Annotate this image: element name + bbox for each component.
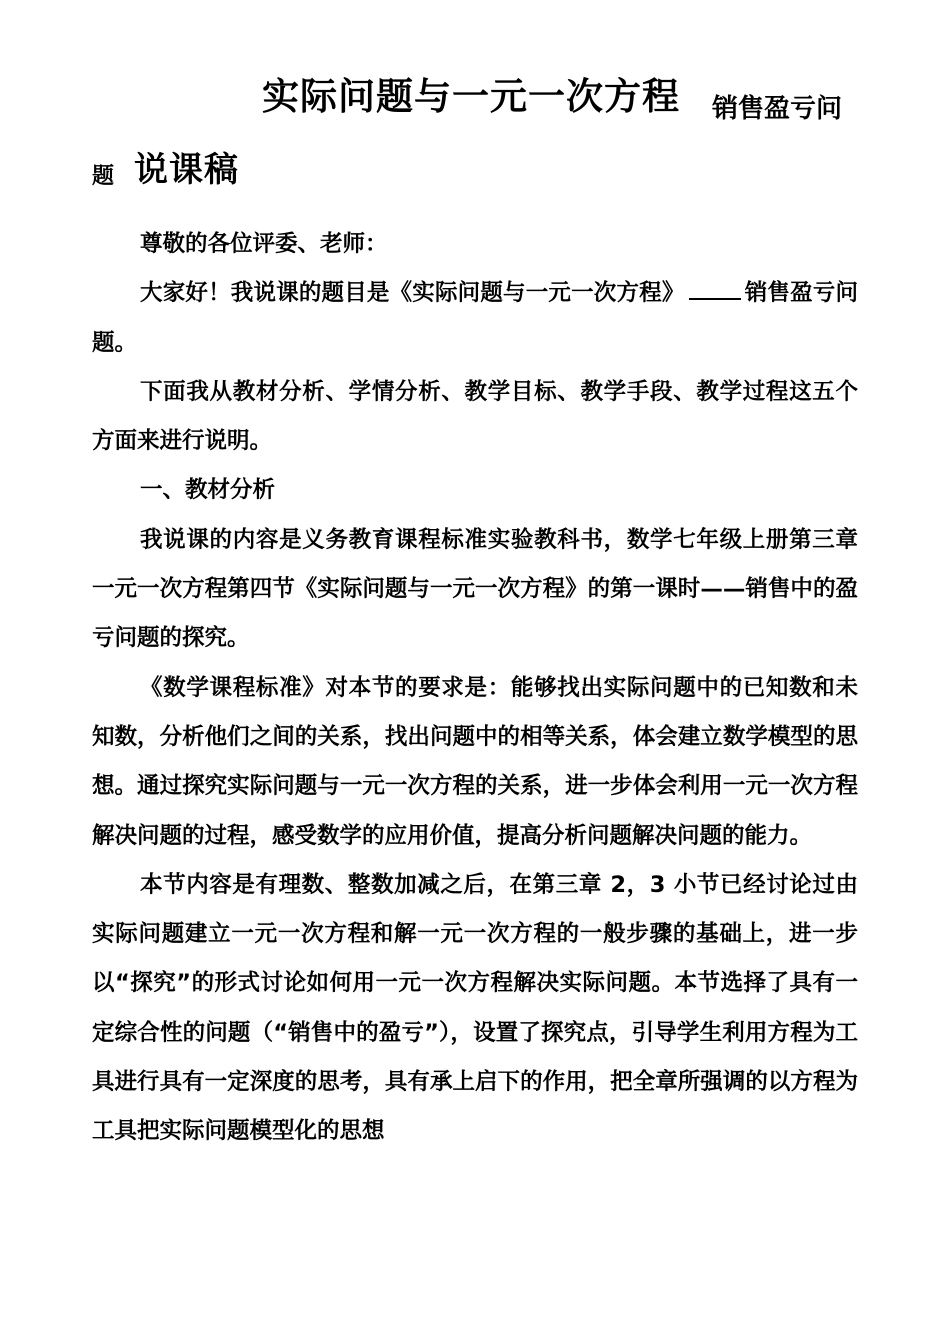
body-paragraph: 《数学课程标准》对本节的要求是：能够找出实际问题中的已知数和未知数，分析他们之间的关系，找出问题中的相等关系，体会建立数学模型的思想。通过探究实际问题与一元一次方程的关系，进一步体会利用一元一次方程解决问题的过程，感受数学的应用价值，提高分析问题解决问题的能力。: [92, 674, 858, 849]
document-subtitle-part1: 销售盈亏问: [712, 94, 843, 124]
intro-text: 大家好！我说课的题目是《实际问题与一元一次方程》: [140, 280, 685, 307]
section-heading: 一、教材分析: [140, 477, 276, 504]
document-body: [92, 220, 858, 1157]
document-subtitle-part2: 题: [92, 164, 115, 189]
intro-text-end: 销售盈亏问题。: [92, 280, 858, 356]
blank-underline: [689, 280, 741, 300]
body-paragraph: 本节内容是有理数、整数加减之后，在第三章 2，3 小节已经讨论过由实际问题建立一元一次方程和解一元一次方程的一般步骤的基础上，进一步以“探究”的形式讨论如何用一元一次方程解决实际问题。本节选择了具有一定综合性的问题（“销售中的盈亏”），设置了探究点，引导学生利用方程为工具进行具有一定深度的思考，具有承上启下的作用，把全章所强调的以方程为工具把实际问题模型化的思想: [92, 871, 858, 1145]
body-paragraph: 我说课的内容是义务教育课程标准实验教科书，数学七年级上册第三章一元一次方程第四节《实际问题与一元一次方程》的第一课时——销售中的盈亏问题的探究。: [92, 526, 858, 652]
overview-paragraph: 下面我从教材分析、学情分析、教学目标、教学手段、教学过程这五个方面来进行说明。: [92, 378, 858, 455]
intro-paragraph: [92, 269, 858, 368]
document-title: 实际问题与一元一次方程: [262, 75, 680, 118]
document-title-suffix: 说课稿: [134, 150, 239, 190]
greeting: 尊敬的各位评委、老师：: [140, 231, 388, 257]
